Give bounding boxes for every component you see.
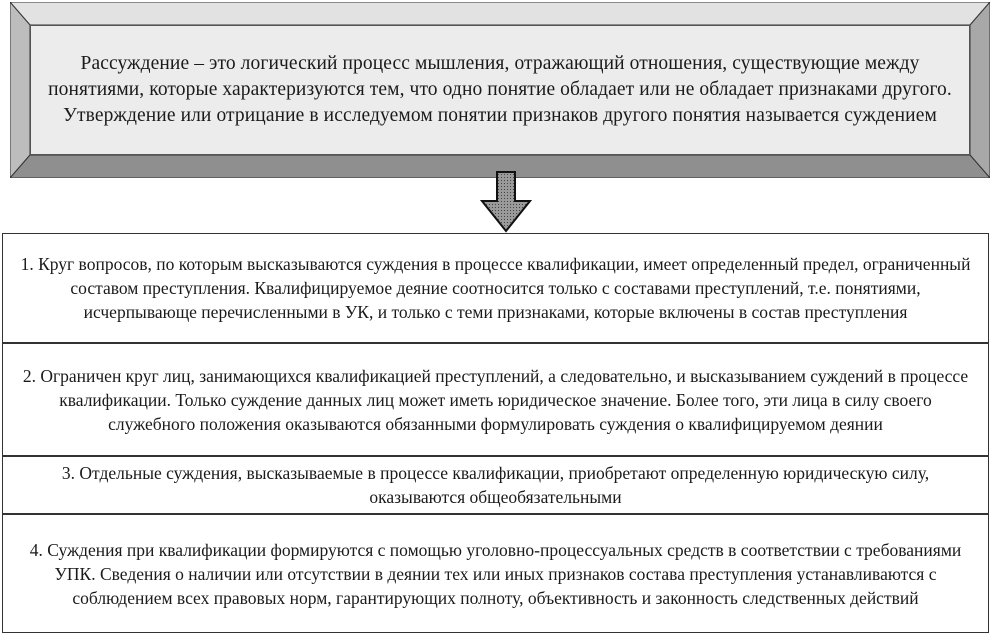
rule-text-1: 1. Круг вопросов, по которым высказываются суждения в процессе квалификации, имеет определенный предел, ограниченный составом преступления. Квалифицируемое деяние соотносится только с составами преступлений, т.е. понятиями, исчерпывающе перечисленными в УК, и только с теми признаками, которые включены в состав преступления xyxy=(20,254,971,322)
rule-box-2 xyxy=(2,343,989,456)
rule-box-4 xyxy=(2,514,989,633)
rule-text-2: 2. Ограничен круг лиц, занимающихся квалификацией преступлений, а следовательно, и высказыванием суждений в процессе квалификации. Только суждение данных лиц может иметь юридическое значение. Более того, эти лица в силу своего служебного положения оказываются обязанными формулировать суждения о квалифицируемом деянии xyxy=(22,365,969,434)
rule-text-3: 3. Отдельные суждения, высказываемые в процессе квалификации, приобретают определенную юридическую силу, оказываются общеобязательными xyxy=(61,463,930,507)
rule-box-3 xyxy=(2,456,989,514)
rule-text-4: 4. Суждения при квалификации формируются с помощью уголовно-процессуальных средств в соответствии с требованиями УПК. Сведения о наличии или отсутствии в деянии тех или иных признаков состава преступления устанавливаются с соблюдением всех правовых норм, гарантирующих полноту, объективность и законность следственных действий xyxy=(29,539,962,608)
definition-panel xyxy=(30,25,970,155)
down-arrow-icon xyxy=(480,171,532,233)
definition-text: Рассуждение – это логический процесс мышления, отражающий отношения, существующие между понятиями, которые характеризуются тем, что одно понятие обладает или не обладает признаками другого. Утверждение или отрицание в исследуемом понятии признаков другого понятия называется суждением xyxy=(48,53,952,126)
definition-box xyxy=(10,2,990,178)
rule-box-1 xyxy=(2,233,989,343)
